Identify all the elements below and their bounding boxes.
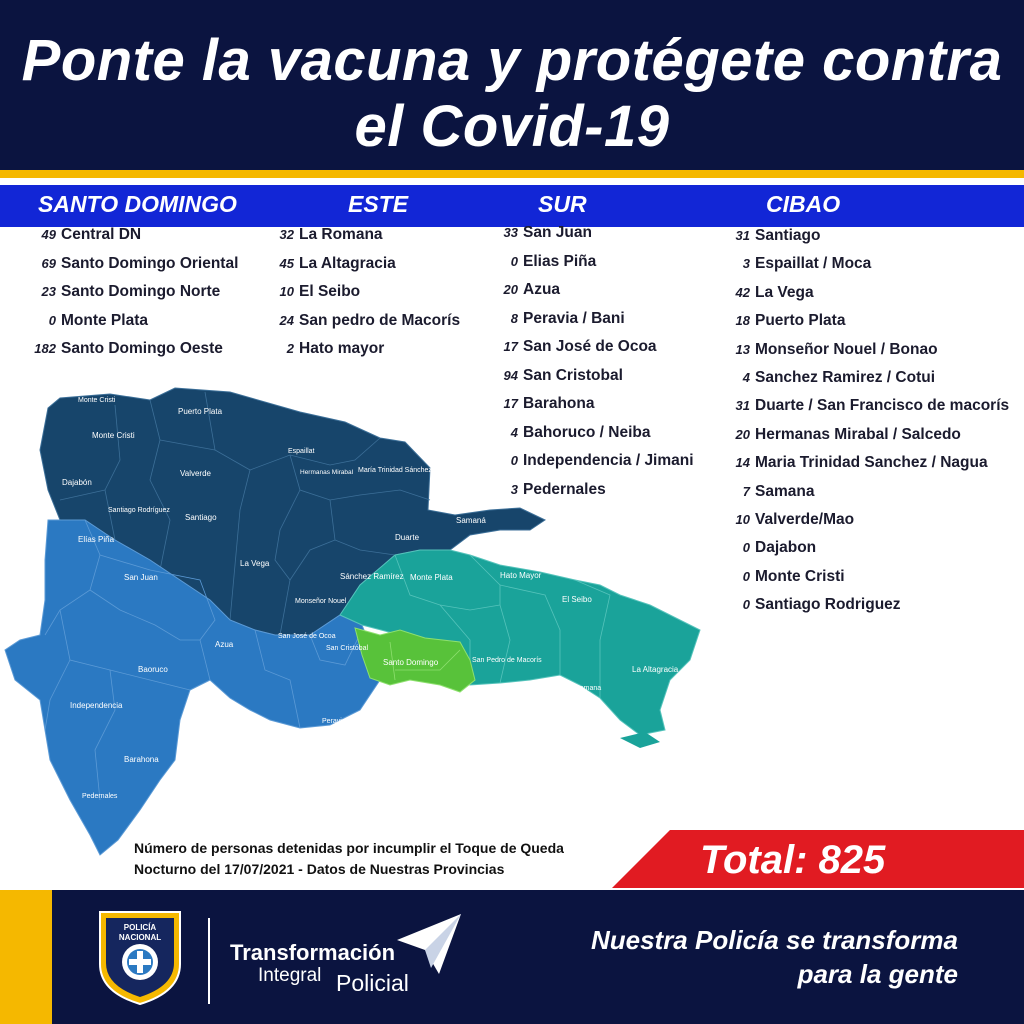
detained-count: 17 [503, 396, 518, 411]
badge-text-mid: NACIONAL [118, 933, 162, 942]
footer-gold-block [0, 890, 52, 1024]
heading-sur: SUR [538, 191, 587, 217]
province-name: Monte Plata [61, 311, 148, 329]
province-name: Espaillat / Moca [755, 255, 872, 273]
province-name: Santiago [755, 227, 821, 244]
detained-count: 0 [48, 312, 56, 328]
list-item [480, 251, 596, 273]
province-name: Samana [755, 482, 815, 500]
province-name: Santo Domingo Norte [61, 283, 221, 300]
brand-line-1: Transformación [230, 940, 396, 965]
map-label-elias-pina: Elías Piña [78, 535, 115, 544]
map-island-saona [620, 732, 660, 748]
map-label-valverde: Valverde [180, 469, 211, 478]
list-item [712, 594, 901, 616]
detained-count: 3 [510, 481, 518, 497]
page-title [0, 28, 1024, 160]
map-label-monte-cristi: Monte Cristi [78, 397, 116, 404]
province-name: San Cristobal [523, 366, 623, 384]
detained-count: 20 [503, 282, 518, 297]
province-name: Santiago Rodriguez [755, 596, 901, 614]
detained-count: 20 [735, 426, 750, 442]
slogan-line-1: Nuestra Policía se transforma [590, 925, 958, 955]
province-name: Hermanas Mirabal / Salcedo [755, 425, 961, 443]
gold-stripe [0, 170, 1024, 178]
map-label-duarte: Duarte [395, 533, 420, 542]
detained-count: 17 [503, 339, 518, 354]
list-item [260, 281, 360, 303]
map-label-dajabon: Dajabón [62, 478, 92, 487]
map-label-monte-plata: Monte Plata [410, 573, 453, 582]
province-name: Monseñor Nouel / Bonao [755, 340, 938, 358]
list-item [712, 339, 938, 361]
list-item [20, 224, 141, 246]
heading-cibao: CIBAO [766, 191, 841, 217]
detained-count: 4 [742, 370, 750, 385]
map-label-san-pedro: San Pedro de Macorís [472, 657, 542, 664]
map-label-peravia: Peravia [322, 718, 346, 725]
province-name: Pedernales [523, 480, 606, 498]
list-item [480, 336, 657, 358]
footer-divider [208, 918, 210, 1004]
map-label-puerto-plata: Puerto Plata [178, 407, 223, 416]
detained-count: 23 [41, 284, 56, 299]
list-item [260, 310, 460, 332]
province-name: Santo Domingo Oeste [61, 340, 223, 357]
detained-count: 32 [279, 227, 294, 242]
list-item [712, 367, 935, 389]
detained-count: 0 [742, 597, 750, 613]
map-label-sanchez-ramirez: Sánchez Ramírez [340, 572, 404, 581]
map-label-hato-mayor: Hato Mayor [500, 571, 542, 580]
list-item [260, 253, 396, 275]
detained-count: 8 [510, 310, 518, 326]
detained-count: 18 [735, 313, 750, 329]
map-label-hermanas-mirabal: Hermanas Mirabal [300, 469, 354, 476]
detained-count: 4 [510, 424, 518, 440]
province-name: Santo Domingo Oriental [61, 254, 239, 272]
list-item [712, 481, 814, 503]
detained-count: 7 [742, 483, 750, 499]
paper-plane-icon [395, 910, 465, 980]
brand-line-2a: Integral [258, 965, 322, 986]
map-label-espaillat: Espaillat [288, 448, 315, 455]
map-label-la-vega: La Vega [240, 559, 270, 568]
detained-count: 49 [41, 227, 56, 242]
province-name: El Seibo [299, 283, 361, 300]
heading-santo-domingo: SANTO DOMINGO [38, 191, 237, 217]
police-badge-icon [94, 906, 186, 1006]
province-name: Bahoruco / Neiba [523, 423, 651, 441]
list-item [480, 279, 560, 301]
province-name: Independencia / Jimani [523, 452, 694, 469]
list-item [712, 509, 854, 531]
slogan-line-2: para la gente [797, 959, 958, 989]
province-name: Azua [523, 281, 561, 298]
list-item [20, 253, 238, 275]
province-name: Duarte / San Francisco de macorís [755, 397, 1010, 415]
note-line-1: Número de personas detenidas por incumplir el Toque de Queda [134, 840, 564, 856]
detained-count: 182 [34, 341, 56, 356]
list-item [712, 225, 820, 247]
detained-count: 69 [41, 255, 56, 271]
list-item [712, 424, 961, 446]
detained-count: 24 [279, 312, 294, 328]
map-label-pedernales: Pedernales [82, 793, 118, 800]
list-item [20, 281, 220, 303]
list-item [712, 566, 845, 588]
province-name: Monte Cristi [755, 567, 845, 585]
province-name: Sanchez Ramirez / Cotui [755, 369, 936, 386]
province-name: San pedro de Macorís [299, 311, 461, 329]
province-name: Dajabon [755, 539, 817, 557]
map-label-azua: Azua [215, 640, 234, 649]
province-name: Barahona [523, 395, 595, 412]
detained-count: 42 [735, 284, 750, 300]
list-item [480, 222, 592, 244]
map-label-la-altagracia: La Altagracia [632, 665, 679, 674]
province-name: La Altagracia [299, 254, 396, 272]
dominican-republic-map [0, 380, 720, 860]
badge-text-top: POLICÍA [123, 923, 157, 932]
list-item [712, 395, 1009, 417]
title-line-1: Ponte la vacuna y protégete contra [21, 28, 1003, 93]
detained-count: 0 [510, 253, 518, 269]
list-item [712, 282, 814, 304]
list-item [712, 537, 816, 559]
total-value: Total: 825 [700, 838, 886, 882]
detained-count: 31 [735, 398, 750, 414]
province-name: Hato mayor [299, 340, 385, 357]
detained-count: 10 [735, 512, 750, 527]
list-item [712, 253, 871, 275]
detained-count: 10 [279, 284, 294, 299]
brand-line-2b: Policial [336, 970, 409, 996]
province-name: Maria Trinidad Sanchez / Nagua [755, 454, 988, 472]
province-name: La Vega [755, 283, 814, 301]
map-label-santo-domingo: Santo Domingo [383, 658, 439, 667]
list-item [260, 338, 384, 360]
map-label-monsenor-nouel: Monseñor Nouel [295, 598, 347, 605]
province-name: Peravia / Bani [523, 309, 625, 327]
detained-count: 0 [742, 568, 750, 584]
map-label-san-juan: San Juan [124, 573, 158, 582]
detained-count: 45 [279, 255, 294, 271]
map-label-maria-trinidad: María Trinidad Sánchez [358, 467, 432, 474]
province-name: Elias Piña [523, 252, 597, 270]
map-label-san-jose-ocoa: San José de Ocoa [278, 633, 336, 640]
list-item [20, 338, 223, 360]
detained-count: 31 [735, 228, 750, 243]
map-label-santiago: Santiago [185, 513, 217, 522]
map-label-la-romana: La Romana [565, 685, 602, 692]
detained-count: 14 [735, 455, 750, 471]
map-label-samana: Samaná [456, 516, 486, 525]
province-name: La Romana [299, 226, 383, 243]
province-name: Central DN [61, 226, 142, 243]
list-item [480, 308, 625, 330]
province-name: Puerto Plata [755, 312, 846, 330]
province-name: San José de Ocoa [523, 338, 657, 355]
detained-count: 33 [503, 225, 518, 240]
title-line-2: el Covid-19 [354, 94, 670, 159]
heading-este: ESTE [348, 191, 409, 217]
list-item [712, 310, 845, 332]
detained-count: 2 [286, 341, 294, 356]
map-label-barahona: Barahona [124, 755, 159, 764]
map-label-baoruco: Baoruco [138, 665, 168, 674]
list-item [260, 224, 383, 246]
note-text [134, 838, 654, 880]
detained-count: 94 [503, 367, 518, 383]
note-line-2: Nocturno del 17/07/2021 - Datos de Nuestras Provincias [134, 861, 505, 877]
list-item [20, 310, 148, 332]
detained-count: 13 [735, 341, 750, 357]
map-label-el-seibo: El Seibo [562, 595, 592, 604]
map-label-monte-cristi-2: Monte Cristi [92, 431, 135, 440]
detained-count: 0 [510, 453, 518, 468]
list-item [712, 452, 988, 474]
map-label-independencia: Independencia [70, 701, 123, 710]
province-name: Valverde/Mao [755, 511, 855, 528]
detained-count: 3 [742, 256, 750, 272]
map-label-santiago-rodriguez: Santiago Rodríguez [108, 507, 170, 514]
province-name: San Juan [523, 224, 592, 241]
detained-count: 0 [742, 540, 750, 556]
map-label-san-cristobal: San Cristóbal [326, 645, 369, 652]
